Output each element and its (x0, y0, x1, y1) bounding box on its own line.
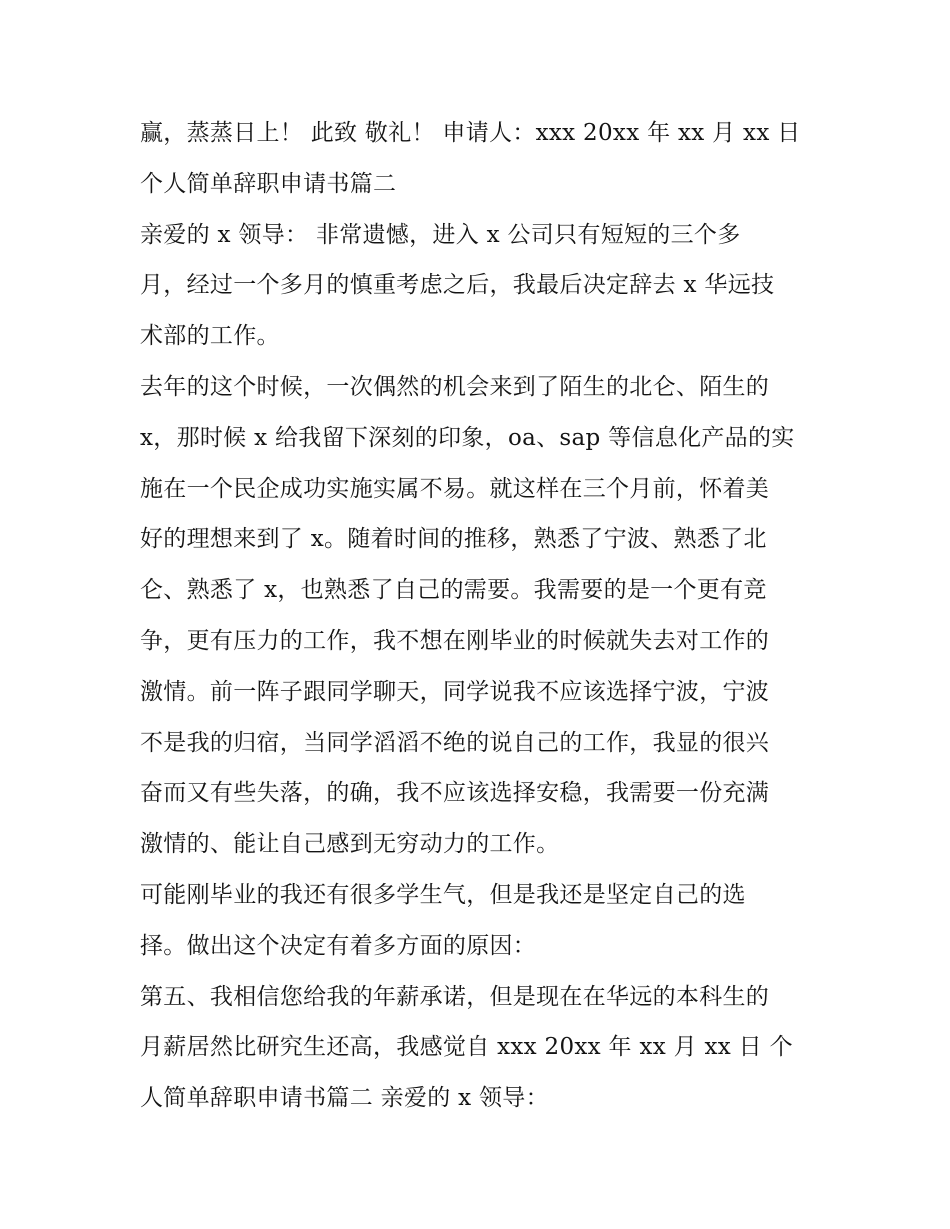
text-line: 人简单辞职申请书篇二 亲爱的 x 领导： (140, 1085, 549, 1112)
text-line: 不是我的归宿，当同学滔滔不绝的说自己的工作，我显的很兴 (140, 729, 770, 756)
text-line: 术部的工作。 (140, 323, 280, 350)
text-line: 可能刚毕业的我还有很多学生气，但是我还是坚定自己的选 (140, 881, 746, 908)
text-line: x，那时候 x 给我留下深刻的印象，oa、sap 等信息化产品的实 (140, 424, 795, 451)
text-line: 奋而又有些失落，的确，我不应该选择安稳，我需要一份充满 (140, 780, 770, 807)
text-line: 争，更有压力的工作，我不想在刚毕业的时候就失去对工作的 (140, 627, 770, 654)
text-line: 去年的这个时候，一次偶然的机会来到了陌生的北仑、陌生的 (140, 373, 770, 400)
text-line: 激情的、能让自己感到无穷动力的工作。 (140, 831, 560, 858)
section-heading: 个人简单辞职申请书篇二 (140, 170, 397, 197)
text-line: 亲爱的 x 领导： 非常遗憾，进入 x 公司只有短短的三个多 (140, 221, 741, 248)
document-body (140, 108, 820, 1124)
text-line: 月，经过一个多月的慎重考虑之后，我最后决定辞去 x 华远技 (140, 272, 775, 299)
text-line: 施在一个民企成功实施实属不易。就这样在三个月前，怀着美 (140, 475, 770, 502)
text-line: 择。做出这个决定有着多方面的原因： (140, 932, 537, 959)
text-line: 第五、我相信您给我的年薪承诺，但是现在在华远的本科生的 (140, 983, 770, 1010)
text-line: 月薪居然比研究生还高，我感觉自 xxx 20xx 年 xx 月 xx 日 个 (140, 1034, 793, 1061)
text-line: 好的理想来到了 x。随着时间的推移，熟悉了宁波、熟悉了北 (140, 526, 767, 553)
text-line: 仑、熟悉了 x，也熟悉了自己的需要。我需要的是一个更有竞 (140, 577, 767, 604)
text-line: 激情。前一阵子跟同学聊天，同学说我不应该选择宁波，宁波 (140, 678, 770, 705)
text-line: 赢，蒸蒸日上！ 此致 敬礼！ 申请人：xxx 20xx 年 xx 月 xx 日 (140, 120, 801, 146)
